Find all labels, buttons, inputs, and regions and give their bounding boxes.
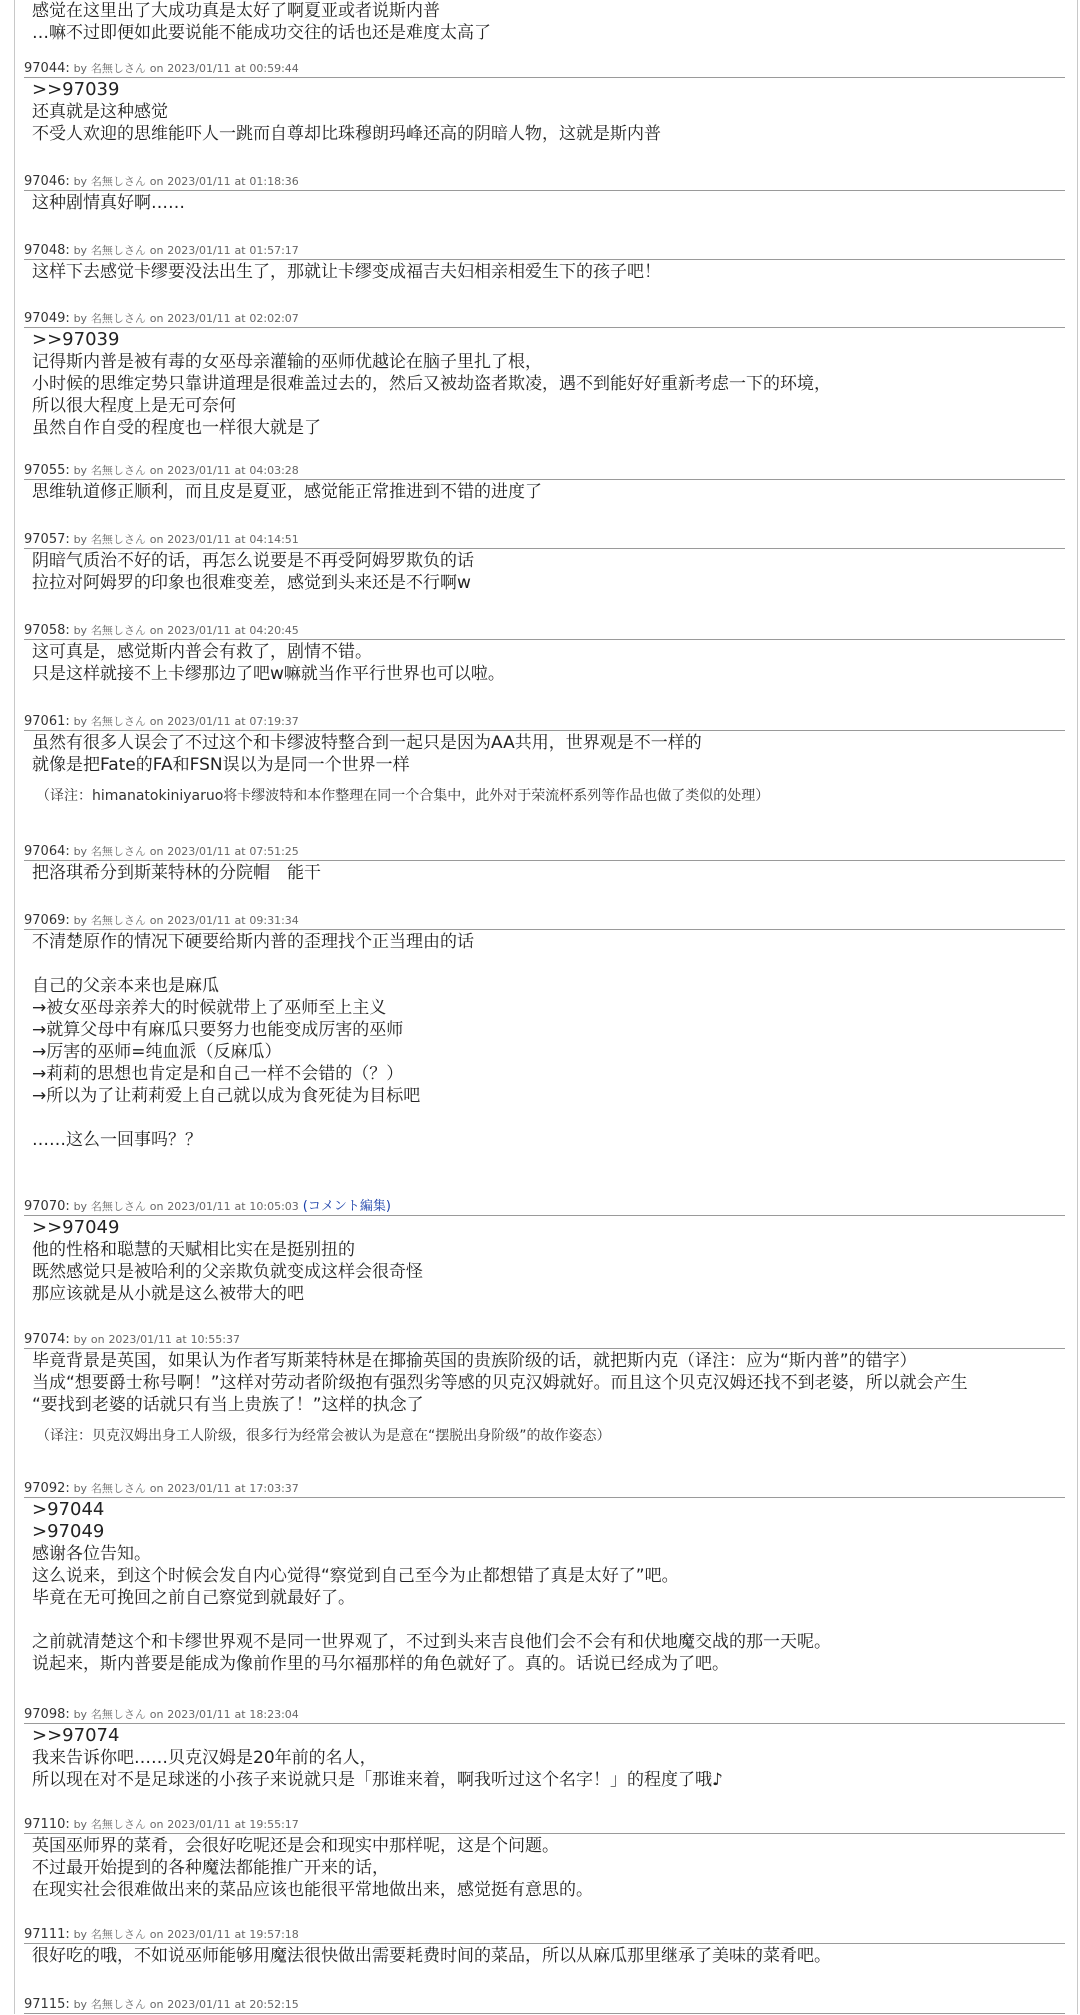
on-label: on: [149, 1482, 164, 1495]
blank-line: [32, 953, 1065, 975]
comment-date: 2023/01/11: [108, 1333, 172, 1346]
comment-colon: :: [65, 1997, 70, 2012]
comment-colon: :: [65, 61, 70, 76]
comment-date: 2023/01/11: [167, 1708, 231, 1721]
at-label: at: [234, 624, 246, 637]
comment-header: [24, 912, 1065, 930]
comment-line: 这种剧情真好啊……: [32, 193, 185, 213]
comment-item: [24, 1198, 1065, 1305]
comment-author: 名無しさん: [90, 1998, 146, 2011]
at-label: at: [234, 1818, 246, 1831]
comment-item: [24, 173, 1065, 214]
comment-line: 虽然自作自受的程度也一样很大就是了: [32, 418, 321, 438]
on-label: on: [149, 1928, 164, 1941]
comment-time: 04:20:45: [249, 624, 299, 637]
comment-body: [32, 641, 1065, 685]
on-label: on: [149, 845, 164, 858]
comment-line: 很好吃的哦，不如说巫师能够用魔法很快做出需要耗费时间的菜品，所以从麻瓜那里继承了美味的菜肴吧。: [32, 1946, 831, 1966]
by-label: by: [73, 1818, 88, 1831]
at-label: at: [234, 1708, 246, 1721]
comment-line: 记得斯内普是被有毒的女巫母亲灌输的巫师优越论在脑子里扎了根，: [32, 352, 542, 372]
at-label: at: [234, 244, 246, 257]
comment-body: [32, 1217, 1065, 1305]
comment-time: 10:05:03: [249, 1200, 299, 1213]
at-label: at: [234, 312, 246, 325]
comment-item: [24, 310, 1065, 439]
by-label: by: [73, 1928, 88, 1941]
on-label: on: [149, 244, 164, 257]
comment-line: 当成“想要爵士称号啊！”这样对劳动者阶级抱有强烈劣等感的贝克汉姆就好。而且这个贝克汉姆还找不到老婆，所以就会产生: [32, 1373, 968, 1393]
comment-date: 2023/01/11: [167, 312, 231, 325]
comment-number[interactable]: 97069: [24, 913, 66, 928]
comment-author: 名無しさん: [90, 1818, 146, 1831]
comment-number[interactable]: 97110: [24, 1817, 66, 1832]
comment-header: [24, 1816, 1065, 1834]
comment-colon: :: [65, 174, 70, 189]
at-label: at: [234, 62, 246, 75]
comment-body: [32, 1499, 1065, 1675]
comment-date: 2023/01/11: [167, 1818, 231, 1831]
comment-line: 还真就是这种感觉: [32, 102, 168, 122]
comment-header: [24, 1331, 1065, 1349]
comment-header: [24, 462, 1065, 480]
comment-item: [24, 1706, 1065, 1791]
comment-author: 名無しさん: [90, 312, 146, 325]
comment-colon: :: [65, 1199, 70, 1214]
comment-item: [24, 713, 1065, 806]
comment-body: [32, 79, 1065, 145]
by-label: by: [73, 1200, 88, 1213]
at-label: at: [234, 1928, 246, 1941]
comment-colon: :: [65, 844, 70, 859]
comment-time: 01:18:36: [249, 175, 299, 188]
comment-line: 毕竟背景是英国，如果认为作者写斯莱特林是在揶揄英国的贵族阶级的话，就把斯内克（译注：应为“斯内普”的错字）: [32, 1351, 917, 1371]
at-label: at: [234, 914, 246, 927]
comment-body: [32, 192, 1065, 214]
comment-time: 09:31:34: [249, 914, 299, 927]
comment-number[interactable]: 97092: [24, 1481, 66, 1496]
on-label: on: [149, 1708, 164, 1721]
comment-body: [32, 1725, 1065, 1791]
comment-line: 所以现在对不是足球迷的小孩子来说就只是「那谁来着，啊我听过这个名字！」的程度了哦♪: [32, 1770, 723, 1790]
on-label: on: [149, 175, 164, 188]
comment-item: [24, 622, 1065, 685]
by-label: by: [73, 1482, 88, 1495]
comment-colon: :: [65, 1481, 70, 1496]
comment-author: 名無しさん: [90, 1482, 146, 1495]
at-label: at: [234, 1200, 246, 1213]
comment-line: ……这么一回事吗？？: [32, 1130, 202, 1150]
comment-line: 这样下去感觉卡缪要没法出生了，那就让卡缪变成福吉夫妇相亲相爱生下的孩子吧！: [32, 262, 661, 282]
at-label: at: [234, 464, 246, 477]
comment-number[interactable]: 97064: [24, 844, 66, 859]
comment-date: 2023/01/11: [167, 533, 231, 546]
comment-date: 2023/01/11: [167, 1200, 231, 1213]
comment-colon: :: [65, 243, 70, 258]
comment-item: [24, 60, 1065, 145]
on-label: on: [149, 1998, 164, 2011]
comment-author: 名無しさん: [90, 914, 146, 927]
comment-header: [24, 173, 1065, 191]
comment-line: 感觉在这里出了大成功真是太好了啊夏亚或者说斯内普: [32, 1, 440, 21]
comment-line: 虽然有很多人误会了不过这个和卡缪波特整合到一起只是因为AA共用，世界观是不一样的: [32, 733, 702, 753]
at-label: at: [234, 715, 246, 728]
comment-body: [32, 931, 1065, 1151]
comment-author: 名無しさん: [90, 62, 146, 75]
by-label: by: [73, 244, 88, 257]
comment-line: 既然感觉只是被哈利的父亲欺负就变成这样会很奇怪: [32, 1262, 423, 1282]
comment-body: [32, 862, 1065, 884]
comment-item: [24, 1996, 1065, 2015]
previous-post-tail: [32, 0, 491, 44]
on-label: on: [149, 464, 164, 477]
comment-body: [32, 261, 1065, 283]
by-label: by: [73, 1333, 88, 1346]
comment-line: 不受人欢迎的思维能吓人一跳而自尊却比珠穆朗玛峰还高的阴暗人物，这就是斯内普: [32, 124, 661, 144]
comment-body: [32, 1350, 1065, 1446]
comment-date: 2023/01/11: [167, 62, 231, 75]
comment-number[interactable]: 97049: [24, 311, 66, 326]
comment-line: →厉害的巫师=纯血派（反麻瓜）: [32, 1042, 282, 1062]
comment-item: [24, 912, 1065, 1151]
comment-line: 小时候的思维定势只靠讲道理是很难盖过去的，然后又被劫盗者欺凌，遇不到能好好重新考虑一下的环境，: [32, 374, 831, 394]
comment-line: →所以为了让莉莉爱上自己就以成为食死徒为目标吧: [32, 1086, 421, 1106]
comment-line: 英国巫师界的菜肴，会很好吃呢还是会和现实中那样呢，这是个问题。: [32, 1836, 559, 1856]
comment-time: 20:52:15: [249, 1998, 299, 2011]
comment-line: 所以很大程度上是无可奈何: [32, 396, 236, 416]
comment-colon: :: [65, 463, 70, 478]
at-label: at: [175, 1333, 187, 1346]
comment-line: 把洛琪希分到斯莱特林的分院帽 能干: [32, 863, 321, 883]
on-label: on: [149, 312, 164, 325]
comment-body: [32, 1835, 1065, 1901]
at-label: at: [234, 533, 246, 546]
comment-date: 2023/01/11: [167, 624, 231, 637]
comment-header: [24, 1480, 1065, 1498]
comment-author: 名無しさん: [90, 464, 146, 477]
comment-author: 名無しさん: [90, 533, 146, 546]
on-label: on: [149, 715, 164, 728]
quote-link[interactable]: >97049: [32, 1521, 105, 1542]
comment-line: 那应该就是从小就是这么被带大的吧: [32, 1284, 304, 1304]
on-label: on: [90, 1333, 105, 1346]
comment-line: 拉拉对阿姆罗的印象也很难变差，感觉到头来还是不行啊w: [32, 573, 471, 593]
comment-author: 名無しさん: [90, 624, 146, 637]
comment-item: [24, 1816, 1065, 1901]
comment-colon: :: [65, 1332, 70, 1347]
comment-line: →就算父母中有麻瓜只要努力也能变成厉害的巫师: [32, 1020, 404, 1040]
comment-header: [24, 1198, 1065, 1216]
on-label: on: [149, 624, 164, 637]
comment-line: 就像是把Fate的FA和FSN误以为是同一个世界一样: [32, 755, 410, 775]
comment-time: 04:14:51: [249, 533, 299, 546]
comment-body: [32, 481, 1065, 503]
comment-time: 10:55:37: [190, 1333, 240, 1346]
on-label: on: [149, 1818, 164, 1831]
comment-edit-link[interactable]: (コメント編集): [302, 1199, 391, 1214]
comment-header: [24, 531, 1065, 549]
blank-line: [32, 1609, 1065, 1631]
by-label: by: [73, 914, 88, 927]
comment-line: 不清楚原作的情况下硬要给斯内普的歪理找个正当理由的话: [32, 932, 474, 952]
comment-author: 名無しさん: [90, 845, 146, 858]
comment-time: 00:59:44: [249, 62, 299, 75]
quote-link[interactable]: >>97039: [32, 79, 120, 100]
comment-header: [24, 242, 1065, 260]
comment-author: 名無しさん: [90, 175, 146, 188]
comment-number[interactable]: 97115: [24, 1997, 66, 2012]
comment-line: 说起来，斯内普要是能成为像前作里的马尔福那样的角色就好了。真的。话说已经成为了吧。: [32, 1654, 729, 1674]
comment-date: 2023/01/11: [167, 845, 231, 858]
comment-author: 名無しさん: [90, 244, 146, 257]
comment-line: 这可真是，感觉斯内普会有救了，剧情不错。: [32, 642, 372, 662]
comment-item: [24, 1480, 1065, 1675]
by-label: by: [73, 1998, 88, 2011]
comment-line: →被女巫母亲养大的时候就带上了巫师至上主义: [32, 998, 387, 1018]
comment-header: [24, 622, 1065, 640]
comment-number[interactable]: 97055: [24, 463, 66, 478]
comment-body: [32, 732, 1065, 806]
by-label: by: [73, 624, 88, 637]
comment-header: [24, 713, 1065, 731]
comment-time: 04:03:28: [249, 464, 299, 477]
comment-item: [24, 531, 1065, 594]
comment-number[interactable]: 97098: [24, 1707, 66, 1722]
on-label: on: [149, 914, 164, 927]
comment-line: 这么说来，到这个时候会发自内心觉得“察觉到自己至今为止都想错了真是太好了”吧。: [32, 1566, 679, 1586]
comment-date: 2023/01/11: [167, 715, 231, 728]
comment-line: 只是这样就接不上卡缪那边了吧w嘛就当作平行世界也可以啦。: [32, 664, 505, 684]
quote-link[interactable]: >>97049: [32, 1217, 120, 1238]
comment-date: 2023/01/11: [167, 914, 231, 927]
comment-item: [24, 242, 1065, 283]
comment-time: 18:23:04: [249, 1708, 299, 1721]
comment-line: 阴暗气质治不好的话，再怎么说要是不再受阿姆罗欺负的话: [32, 551, 474, 571]
quote-link[interactable]: >97044: [32, 1499, 105, 1520]
by-label: by: [73, 62, 88, 75]
comment-author: 名無しさん: [90, 1708, 146, 1721]
comment-header: [24, 843, 1065, 861]
comment-author: 名無しさん: [90, 1928, 146, 1941]
comment-colon: :: [65, 1707, 70, 1722]
comment-number[interactable]: 97057: [24, 532, 66, 547]
comment-date: 2023/01/11: [167, 1998, 231, 2011]
comment-time: 07:51:25: [249, 845, 299, 858]
comment-time: 19:57:18: [249, 1928, 299, 1941]
comment-line: 毕竟在无可挽回之前自己察觉到就最好了。: [32, 1588, 355, 1608]
comment-line: 感谢各位告知。: [32, 1544, 151, 1564]
comment-item: [24, 1331, 1065, 1446]
translator-note: （译注：himanatokiniyaruo将卡缪波特和本作整理在同一个合集中，此外对于荣流杯系列等作品也做了类似的处理）: [36, 788, 770, 804]
comment-date: 2023/01/11: [167, 175, 231, 188]
comment-author: 名無しさん: [90, 1200, 146, 1213]
comment-colon: :: [65, 913, 70, 928]
comment-date: 2023/01/11: [167, 1482, 231, 1495]
comment-line: …嘛不过即便如此要说能不能成功交往的话也还是难度太高了: [32, 23, 491, 43]
comment-body: [32, 1945, 1065, 1967]
quote-link[interactable]: >>97074: [32, 1725, 120, 1746]
at-label: at: [234, 175, 246, 188]
comment-line: 思维轨道修正顺利，而且皮是夏亚，感觉能正常推进到不错的进度了: [32, 482, 542, 502]
comment-time: 19:55:17: [249, 1818, 299, 1831]
comment-item: [24, 1926, 1065, 1967]
comment-number[interactable]: 97044: [24, 61, 66, 76]
comment-header: [24, 60, 1065, 78]
comment-colon: :: [65, 623, 70, 638]
comment-date: 2023/01/11: [167, 244, 231, 257]
comment-colon: :: [65, 1927, 70, 1942]
comment-time: 01:57:17: [249, 244, 299, 257]
by-label: by: [73, 845, 88, 858]
comment-date: 2023/01/11: [167, 464, 231, 477]
on-label: on: [149, 533, 164, 546]
comment-colon: :: [65, 1817, 70, 1832]
by-label: by: [73, 715, 88, 728]
comment-line: 自己的父亲本来也是麻瓜: [32, 976, 219, 996]
by-label: by: [73, 464, 88, 477]
comment-colon: :: [65, 532, 70, 547]
comment-header: [24, 1996, 1065, 2014]
comment-number[interactable]: 97048: [24, 243, 66, 258]
comment-body: [32, 329, 1065, 439]
comment-body: [32, 550, 1065, 594]
comment-item: [24, 843, 1065, 884]
comment-line: 不过最开始提到的各种魔法都能推广开来的话，: [32, 1858, 389, 1878]
comment-line: “要找到老婆的话就只有当上贵族了！”这样的执念了: [32, 1395, 424, 1415]
by-label: by: [73, 533, 88, 546]
comment-colon: :: [65, 311, 70, 326]
comment-time: 02:02:07: [249, 312, 299, 325]
comment-time: 17:03:37: [249, 1482, 299, 1495]
comment-number[interactable]: 97074: [24, 1332, 66, 1347]
comment-number[interactable]: 97061: [24, 714, 66, 729]
at-label: at: [234, 845, 246, 858]
comment-line: 他的性格和聪慧的天赋相比实在是挺别扭的: [32, 1240, 355, 1260]
at-label: at: [234, 1998, 246, 2011]
comment-header: [24, 310, 1065, 328]
on-label: on: [149, 62, 164, 75]
comment-line: 在现实社会很难做出来的菜品应该也能很平常地做出来，感觉挺有意思的。: [32, 1880, 593, 1900]
comment-line: 我来告诉你吧……贝克汉姆是20年前的名人，: [32, 1748, 377, 1768]
translator-note: （译注：贝克汉姆出身工人阶级，很多行为经常会被认为是意在“摆脱出身阶级”的故作姿态）: [36, 1428, 611, 1444]
blank-line: [32, 1107, 1065, 1129]
comment-line: 之前就清楚这个和卡缪世界观不是同一世界观了，不过到头来吉良他们会不会有和伏地魔交战的那一天呢。: [32, 1632, 831, 1652]
by-label: by: [73, 175, 88, 188]
comment-number[interactable]: 97046: [24, 174, 66, 189]
comment-header: [24, 1706, 1065, 1724]
comment-item: [24, 462, 1065, 503]
comment-number[interactable]: 97070: [24, 1199, 66, 1214]
comment-header: [24, 1926, 1065, 1944]
by-label: by: [73, 1708, 88, 1721]
comment-number[interactable]: 97111: [24, 1927, 66, 1942]
comment-author: 名無しさん: [90, 715, 146, 728]
comment-time: 07:19:37: [249, 715, 299, 728]
comment-number[interactable]: 97058: [24, 623, 66, 638]
quote-link[interactable]: >>97039: [32, 329, 120, 350]
on-label: on: [149, 1200, 164, 1213]
comment-date: 2023/01/11: [167, 1928, 231, 1941]
comment-colon: :: [65, 714, 70, 729]
at-label: at: [234, 1482, 246, 1495]
comment-line: →莉莉的思想也肯定是和自己一样不会错的（？）: [32, 1064, 404, 1084]
by-label: by: [73, 312, 88, 325]
